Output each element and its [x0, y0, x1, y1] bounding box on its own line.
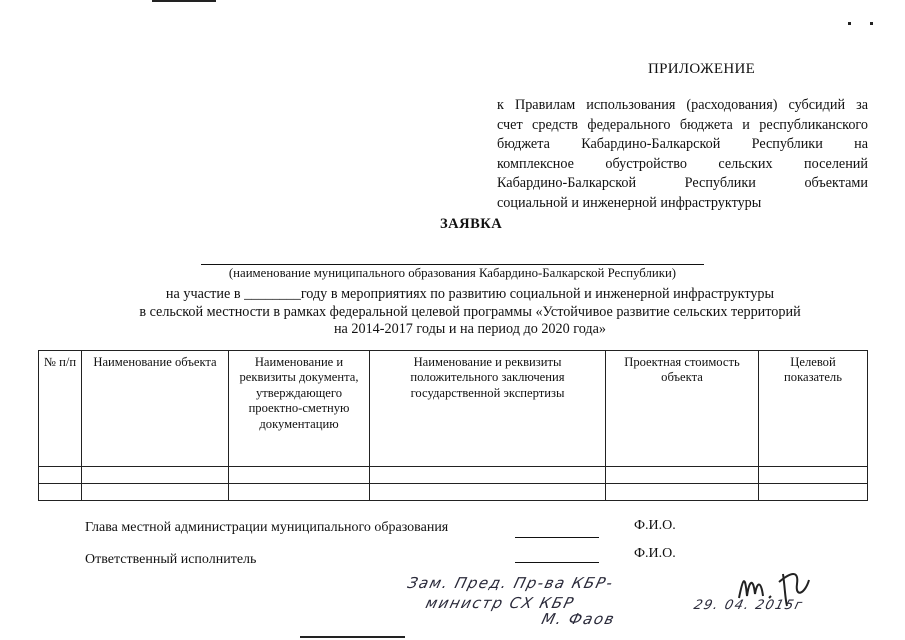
municipality-name-caption: (наименование муниципального образования Кабардино-Балкарской Республики)	[228, 266, 677, 280]
request-title: ЗАЯВКА	[440, 216, 503, 232]
intro-line: в сельской местности в рамках федеральной целевой программы «Устойчивое развитие сельских территорий	[139, 303, 801, 320]
rules-line: комплексное обустройство сельских поселений	[497, 155, 868, 172]
rules-line: к Правилам использования (расходования) субсидий за	[497, 97, 868, 113]
table-cell	[229, 484, 370, 501]
request-intro	[90, 286, 850, 339]
table-cell	[370, 467, 606, 484]
table-cell	[606, 467, 759, 484]
table-cell	[39, 467, 82, 484]
column-header-expertise-conclusion: Наименование и реквизиты положительного заключения государственной экспертизы	[370, 351, 606, 467]
scan-artifact-dot	[870, 22, 873, 25]
table-cell	[39, 484, 82, 501]
table-header-row	[39, 351, 868, 467]
signature-label-head: Глава местной администрации муниципального образования	[85, 520, 449, 535]
column-header-number: № п/п	[39, 351, 82, 467]
table-row	[39, 484, 868, 501]
table-cell	[82, 484, 229, 501]
table-cell	[370, 484, 606, 501]
municipality-name-blank-line	[201, 264, 704, 265]
signature-blank-line	[515, 562, 599, 563]
signature-blank-line	[515, 537, 599, 538]
table-cell	[82, 467, 229, 484]
table-cell	[229, 467, 370, 484]
column-header-target-indicator: Целевой показатель	[759, 351, 868, 467]
column-header-project-cost: Проектная стоимость объекта	[606, 351, 759, 467]
table-row	[39, 467, 868, 484]
appendix-title: ПРИЛОЖЕНИЕ	[648, 61, 756, 77]
handwritten-endorsement-line1: Зам. Пред. Пр-ва КБР-	[405, 574, 616, 592]
rules-line: счет средств федерального бюджета и республиканского	[497, 116, 868, 133]
table-cell	[759, 467, 868, 484]
intro-line: на участие в ________году в мероприятиях по развитию социальной и инженерной инфраструктуры	[165, 286, 775, 302]
handwritten-endorsement-line3: М. Фаов	[539, 610, 618, 628]
rules-line: Кабардино-Балкарской Республики объектами	[497, 175, 868, 191]
table-cell	[606, 484, 759, 501]
rules-line: социальной и инженерной инфраструктуры	[497, 194, 762, 211]
column-header-design-document: Наименование и реквизиты документа, утверждающего проектно-сметную документацию	[229, 351, 370, 467]
rules-line: бюджета Кабардино-Балкарской Республики на	[497, 136, 868, 152]
signature-label-executor: Ответственный исполнитель	[85, 552, 257, 567]
handwritten-date: 29. 04. 2015г	[692, 598, 805, 613]
column-header-object-name: Наименование объекта	[82, 351, 229, 467]
request-table	[38, 350, 868, 501]
handwritten-signature-icon	[735, 568, 835, 610]
handwritten-endorsement-line2: министр СХ КБР	[423, 594, 577, 612]
scan-artifact-dot	[848, 22, 851, 25]
scan-artifact-mark	[152, 0, 216, 2]
scan-artifact-mark	[300, 636, 405, 638]
intro-line: на 2014-2017 годы и на период до 2020 года»	[333, 321, 607, 337]
signature-fio-executor: Ф.И.О.	[634, 546, 676, 561]
appendix-rules-text	[497, 96, 868, 213]
signature-fio-head: Ф.И.О.	[634, 518, 676, 533]
table-cell	[759, 484, 868, 501]
